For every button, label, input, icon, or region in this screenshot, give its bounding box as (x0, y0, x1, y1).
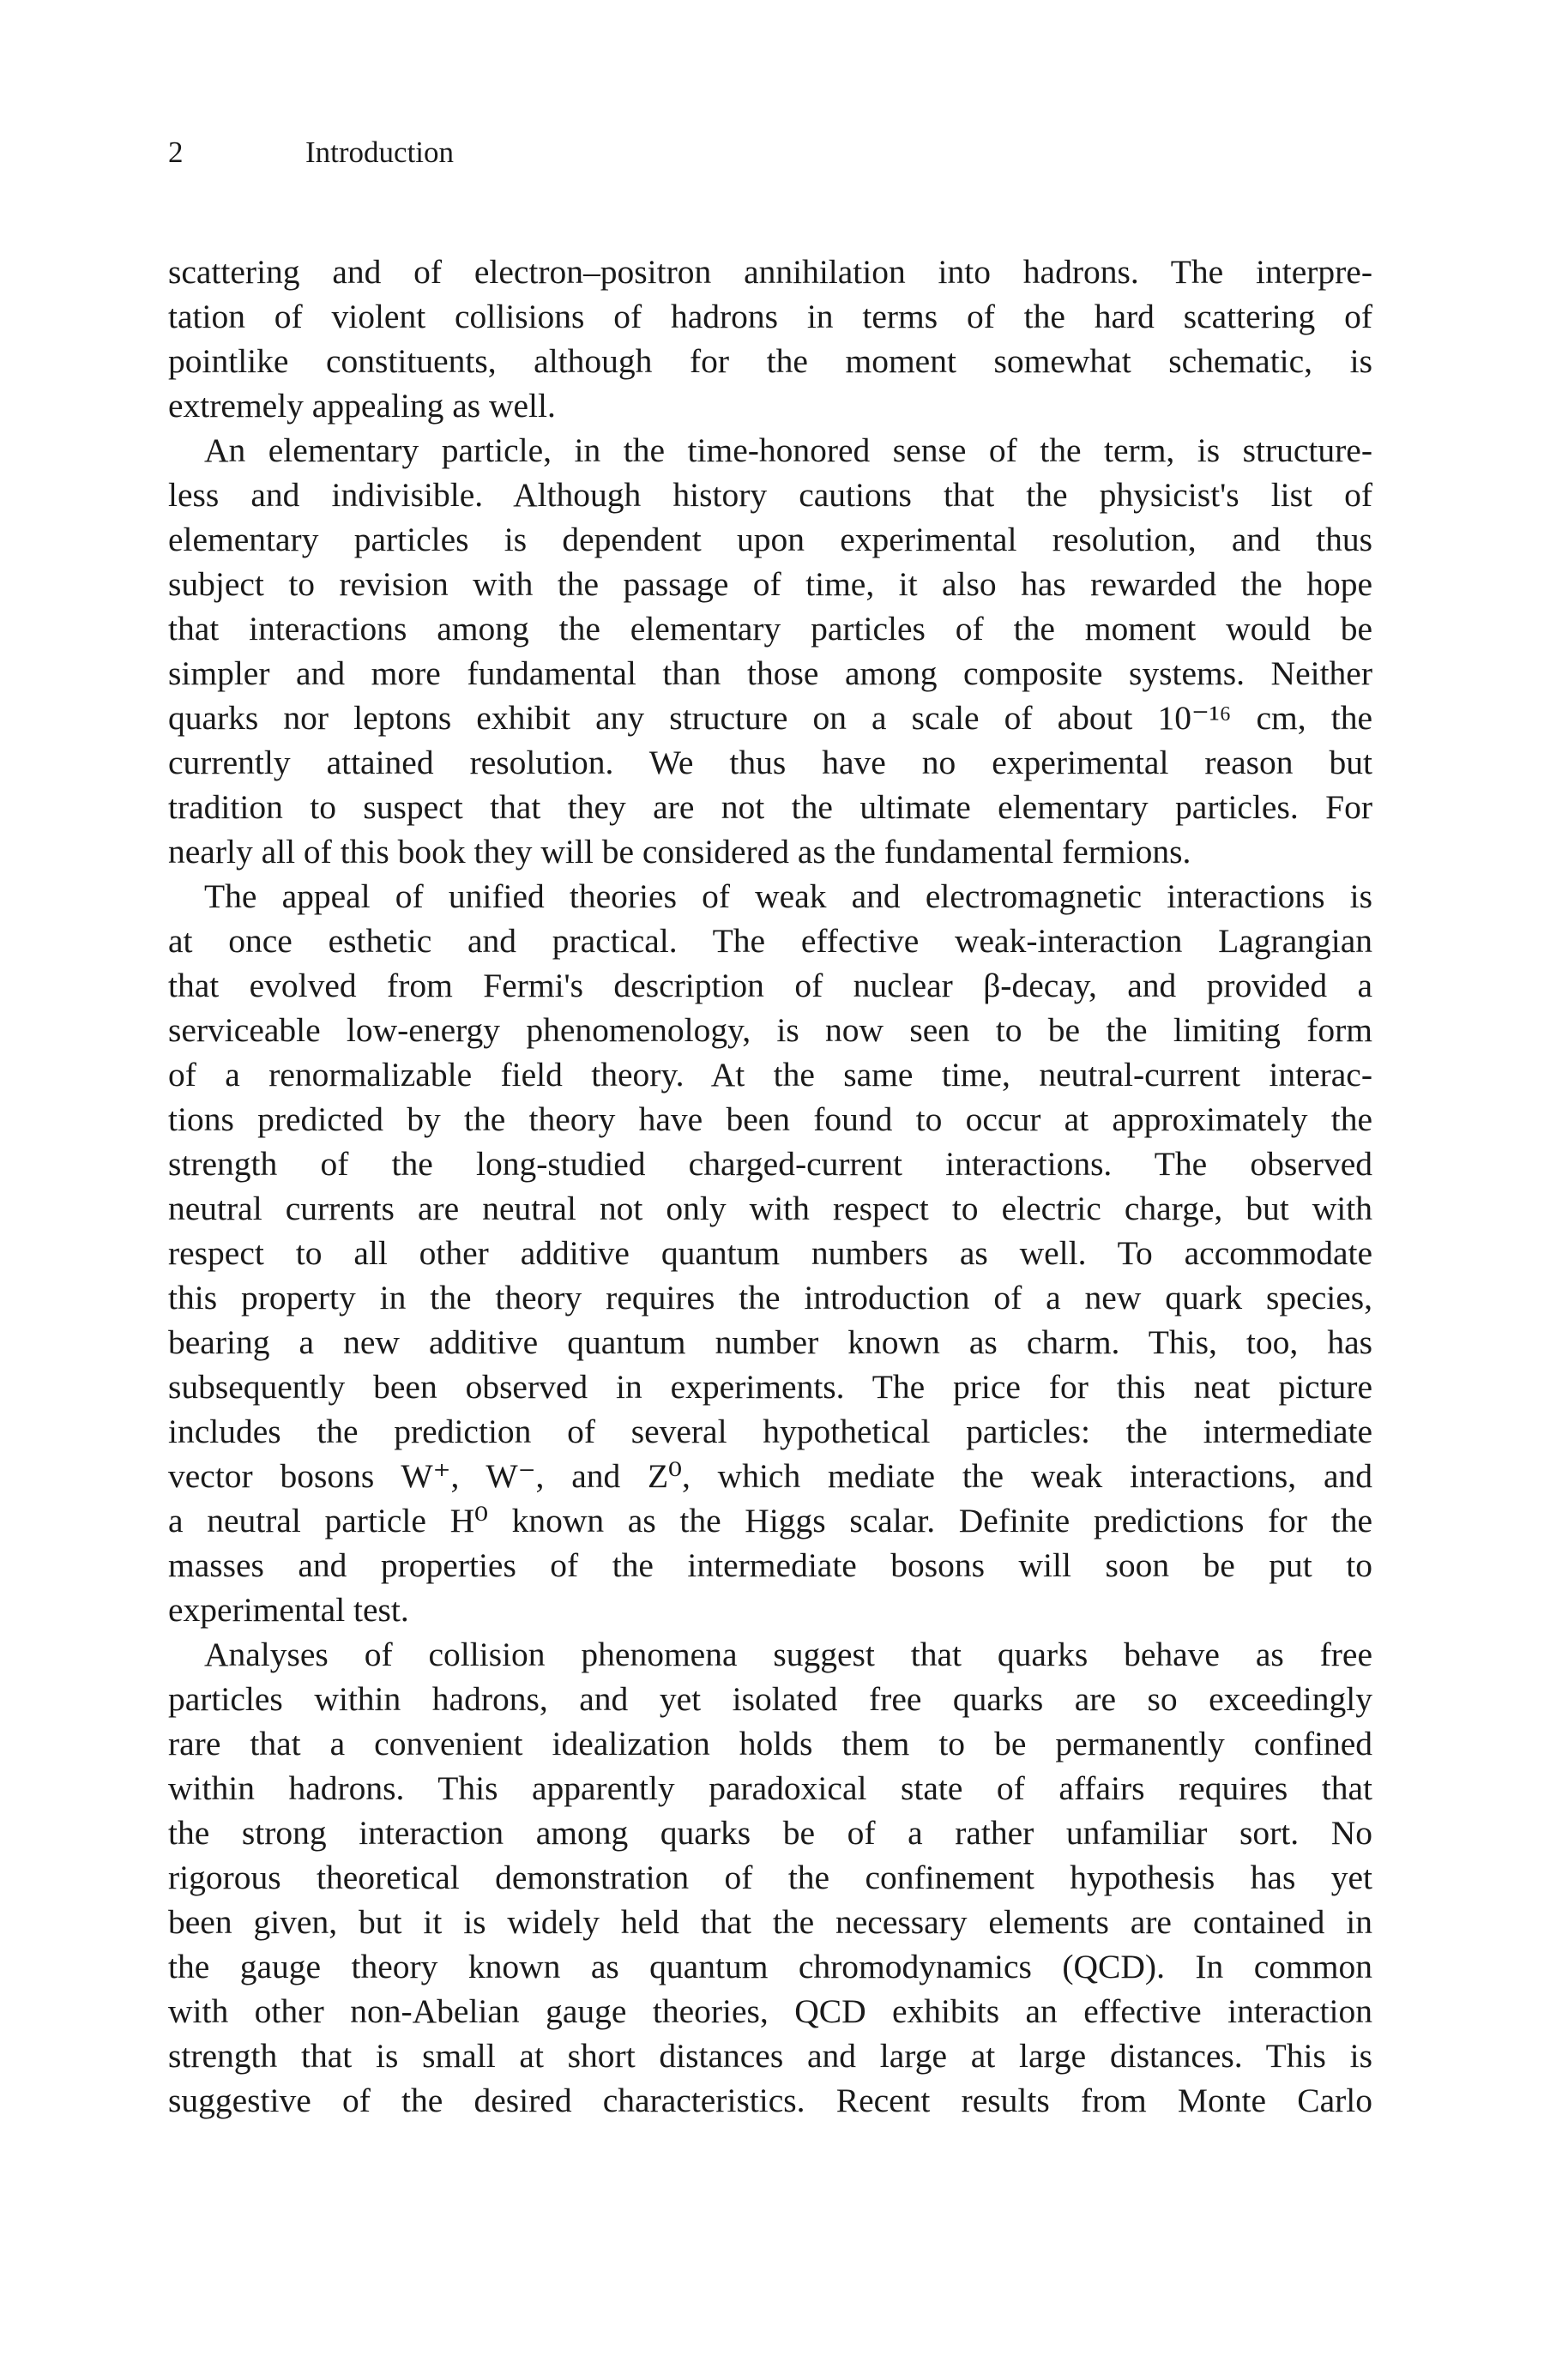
text-line: this property in the theory requires the introduction of a new quark species, (168, 1279, 1372, 1317)
text-line: that evolved from Fermi's description of nuclear β-decay, and provided a (168, 967, 1372, 1004)
text-line: tradition to suspect that they are not the ultimate elementary particles. For (168, 788, 1372, 826)
text-line: currently attained resolution. We thus have no experimental reason but (168, 744, 1372, 781)
text-line: includes the prediction of several hypothetical particles: the intermediate (168, 1413, 1372, 1450)
paragraph (168, 428, 1372, 874)
paragraph (168, 1632, 1372, 2123)
text-line: pointlike constituents, although for the moment somewhat schematic, is (168, 342, 1372, 380)
text-line: at once esthetic and practical. The effective weak-interaction Lagrangian (168, 922, 1372, 960)
text-line: bearing a new additive quantum number known as charm. This, too, has (168, 1323, 1372, 1361)
text-line: tions predicted by the theory have been found to occur at approximately the (168, 1100, 1372, 1138)
text-line: with other non-Abelian gauge theories, QCD exhibits an effective interaction (168, 1992, 1372, 2030)
text-line: of a renormalizable field theory. At the same time, neutral-current interac- (168, 1056, 1372, 1094)
text-line: scattering and of electron–positron annihilation into hadrons. The interpre- (168, 253, 1372, 291)
text-line: less and indivisible. Although history cautions that the physicist's list of (168, 476, 1372, 514)
text-line: that interactions among the elementary particles of the moment would be (168, 610, 1372, 648)
paragraph (168, 250, 1372, 428)
page-number: 2 (168, 136, 184, 169)
text-line: vector bosons W⁺, W⁻, and Z⁰, which mediate the weak interactions, and (168, 1457, 1372, 1495)
text-line: experimental test. (168, 1591, 409, 1629)
text-line: within hadrons. This apparently paradoxical state of affairs requires that (168, 1769, 1372, 1807)
text-line: neutral currents are neutral not only with respect to electric charge, but with (168, 1190, 1372, 1227)
text-line: been given, but it is widely held that the necessary elements are contained in (168, 1903, 1372, 1941)
text-line: respect to all other additive quantum numbers as well. To accommodate (168, 1234, 1372, 1272)
text-line: rare that a convenient idealization holds them to be permanently confined (168, 1725, 1372, 1762)
text-line: The appeal of unified theories of weak and electromagnetic interactions is (204, 877, 1372, 915)
text-line: nearly all of this book they will be considered as the fundamental fermions. (168, 833, 1191, 871)
text-line: masses and properties of the intermediate bosons will soon be put to (168, 1546, 1372, 1584)
text-line: a neutral particle H⁰ known as the Higgs scalar. Definite predictions for the (168, 1502, 1372, 1539)
text-line: elementary particles is dependent upon experimental resolution, and thus (168, 521, 1372, 558)
running-header (168, 136, 454, 170)
text-line: quarks nor leptons exhibit any structure on a scale of about 10⁻¹⁶ cm, the (168, 699, 1372, 737)
text-line: tation of violent collisions of hadrons in terms of the hard scattering of (168, 298, 1372, 335)
text-line: rigorous theoretical demonstration of the confinement hypothesis has yet (168, 1859, 1372, 1896)
text-line: serviceable low-energy phenomenology, is now seen to be the limiting form (168, 1011, 1372, 1049)
running-title: Introduction (305, 136, 455, 169)
text-line: Analyses of collision phenomena suggest that quarks behave as free (204, 1636, 1372, 1673)
text-line: the strong interaction among quarks be of a rather unfamiliar sort. No (168, 1814, 1372, 1852)
text-line: suggestive of the desired characteristics. Recent results from Monte Carlo (168, 2082, 1372, 2119)
text-line: extremely appealing as well. (168, 387, 556, 425)
text-line: subsequently been observed in experiments. The price for this neat picture (168, 1368, 1372, 1406)
text-line: An elementary particle, in the time-honored sense of the term, is structure- (204, 431, 1372, 469)
paragraph (168, 874, 1372, 1632)
text-line: the gauge theory known as quantum chromodynamics (QCD). In common (168, 1948, 1372, 1985)
text-line: particles within hadrons, and yet isolated free quarks are so exceedingly (168, 1680, 1372, 1718)
text-line: subject to revision with the passage of time, it also has rewarded the hope (168, 565, 1372, 603)
body-text (168, 250, 1372, 2123)
text-line: simpler and more fundamental than those among composite systems. Neither (168, 654, 1372, 692)
text-line: strength of the long-studied charged-current interactions. The observed (168, 1145, 1372, 1183)
text-line: strength that is small at short distances and large at large distances. This is (168, 2037, 1372, 2075)
